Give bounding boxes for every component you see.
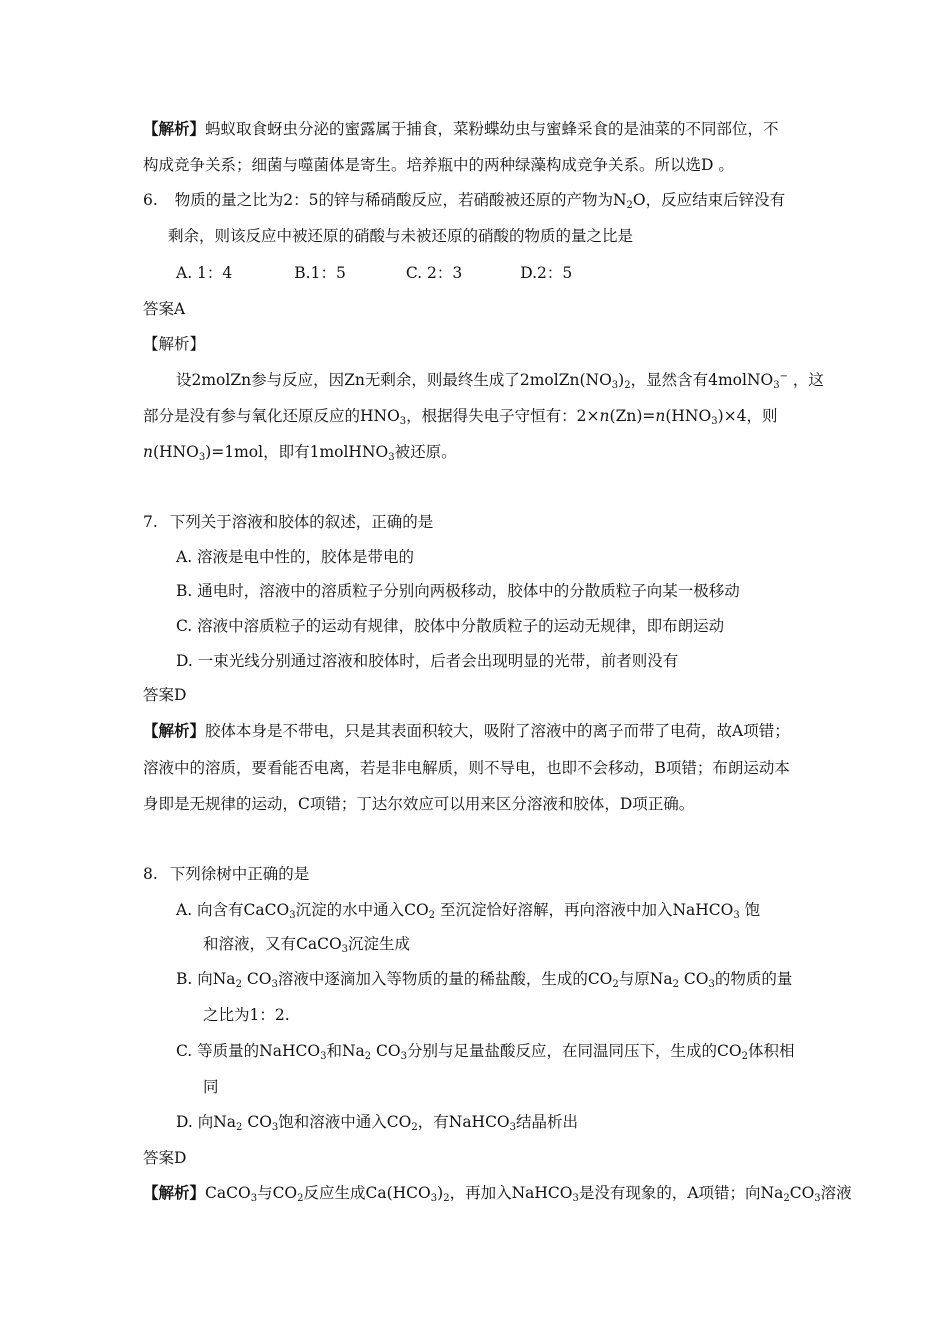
answer-line: 答案A bbox=[143, 300, 186, 318]
analysis-label: 【解析】 bbox=[143, 1183, 206, 1202]
analysis-paragraph: 部分是没有参与氧化还原反应的$HNO_3$，根据得失电子守恒有：$2\times n(Zn)=n(HNO_3)\times 4$，则 bbox=[143, 407, 778, 427]
analysis-paragraph: 设2molZn参与反应，因Zn无剩余，则最终生成了$2molZn(NO_3)_2$，显然含有4molNO$_3$− ，这 bbox=[176, 371, 824, 391]
analysis-paragraph: 【解析】蚂蚁取食蚜虫分泌的蜜露属于捕食，菜粉蝶幼虫与蜜蜂采食的是油菜的不同部位，不 bbox=[143, 119, 779, 138]
option-c: C. 溶液中溶质粒子的运动有规律，胶体中分散质粒子的运动无规律，即布朗运动 bbox=[176, 617, 725, 635]
analysis-paragraph: 溶液中的溶质，要看能否电离，若是非电解质，则不导电，也即不会移动，B项错；布朗运动本 bbox=[143, 759, 790, 777]
question-6-options bbox=[176, 262, 572, 284]
analysis-text-line bbox=[143, 154, 734, 176]
analysis-heading: 【解析】 bbox=[143, 335, 206, 353]
option-c: C. 等质量的NaHCO$_3$和$Na_2$ $CO_3$分别与足量盐酸反应，在同温同压下，生成的$CO_2$体积相 bbox=[176, 1042, 795, 1062]
question-6-stem: 6. 物质的量之比为2：5的锌与稀硝酸反应，若硝酸被还原的产物为$N_2O$，反应结束后锌没有 bbox=[143, 191, 786, 211]
analysis-paragraph: 身即是无规律的运动，C项错；丁达尔效应可以用来区分溶液和胶体，D项正确。 bbox=[143, 795, 695, 813]
option-b: B.1：5 bbox=[294, 264, 346, 282]
analysis-label: 【解析】 bbox=[143, 721, 206, 740]
option-a: A. 向含有CaCO$_3$沉淀的水中通入$CO_2$ 至沉淀恰好溶解，再向溶液中加入NaHCO$_3$ 饱 bbox=[176, 901, 761, 921]
option-d: D. 向$Na_2$ $CO_3$饱和溶液中通入$CO_2$，有NaHCO$_3$结晶析出 bbox=[176, 1113, 579, 1133]
option-b-cont: 之比为1：2. bbox=[203, 1006, 290, 1024]
option-c-cont: 同 bbox=[203, 1078, 219, 1096]
option-a: A. 溶液是电中性的，胶体是带电的 bbox=[176, 548, 415, 566]
analysis-label: 【解析】 bbox=[143, 119, 206, 138]
option-b: B. 向$Na_2$ $CO_3$溶液中逐滴加入等物质的量的稀盐酸，生成的$CO_2$与原$Na_2$ $CO_3$的物质的量 bbox=[176, 970, 793, 990]
option-b: B. 通电时，溶液中的溶质粒子分别向两极移动，胶体中的分散质粒子向某一极移动 bbox=[176, 582, 740, 600]
answer-line: 答案D bbox=[143, 1149, 187, 1167]
option-a-cont: 和溶液，又有CaCO$_3$沉淀生成 bbox=[203, 935, 411, 955]
question-7-stem: 7. 下列关于溶液和胶体的叙述，正确的是 bbox=[143, 513, 434, 531]
answer-line: 答案D bbox=[143, 686, 187, 704]
question-number: 8. bbox=[143, 865, 158, 883]
question-number: 7. bbox=[143, 513, 158, 531]
analysis-paragraph: 【解析】CaCO$_3$与$CO_2$反应生成$Ca(HCO_3)_2$，再加入NaHCO$_3$是没有现象的，A项错；向$Na_2CO_3$溶液 bbox=[143, 1183, 852, 1204]
option-a: A. 1：4 bbox=[176, 264, 233, 282]
option-c: C. 2：3 bbox=[405, 264, 463, 282]
question-number: 6. bbox=[143, 191, 158, 209]
option-d: D.2：5 bbox=[520, 264, 573, 282]
option-d: D. 一束光线分别通过溶液和胶体时，后者会出现明显的光带，前者则没有 bbox=[176, 652, 679, 670]
question-8-stem: 8. 下列徐树中正确的是 bbox=[143, 865, 310, 883]
question-6-stem-cont: 剩余，则该反应中被还原的硝酸与未被还原的硝酸的物质的量之比是 bbox=[168, 227, 634, 245]
analysis-paragraph: 构成竞争关系；细菌与噬菌体是寄生。培养瓶中的两种绿藻构成竞争关系。所以选D 。 bbox=[143, 156, 734, 174]
analysis-paragraph: 【解析】胶体本身是不带电，只是其表面积较大，吸附了溶液中的离子而带了电荷，故A项错； bbox=[143, 721, 790, 740]
analysis-text-line bbox=[143, 118, 779, 140]
analysis-paragraph: $n(HNO_3)=1mol$，即有1molHNO$_3$被还原。 bbox=[143, 443, 457, 463]
